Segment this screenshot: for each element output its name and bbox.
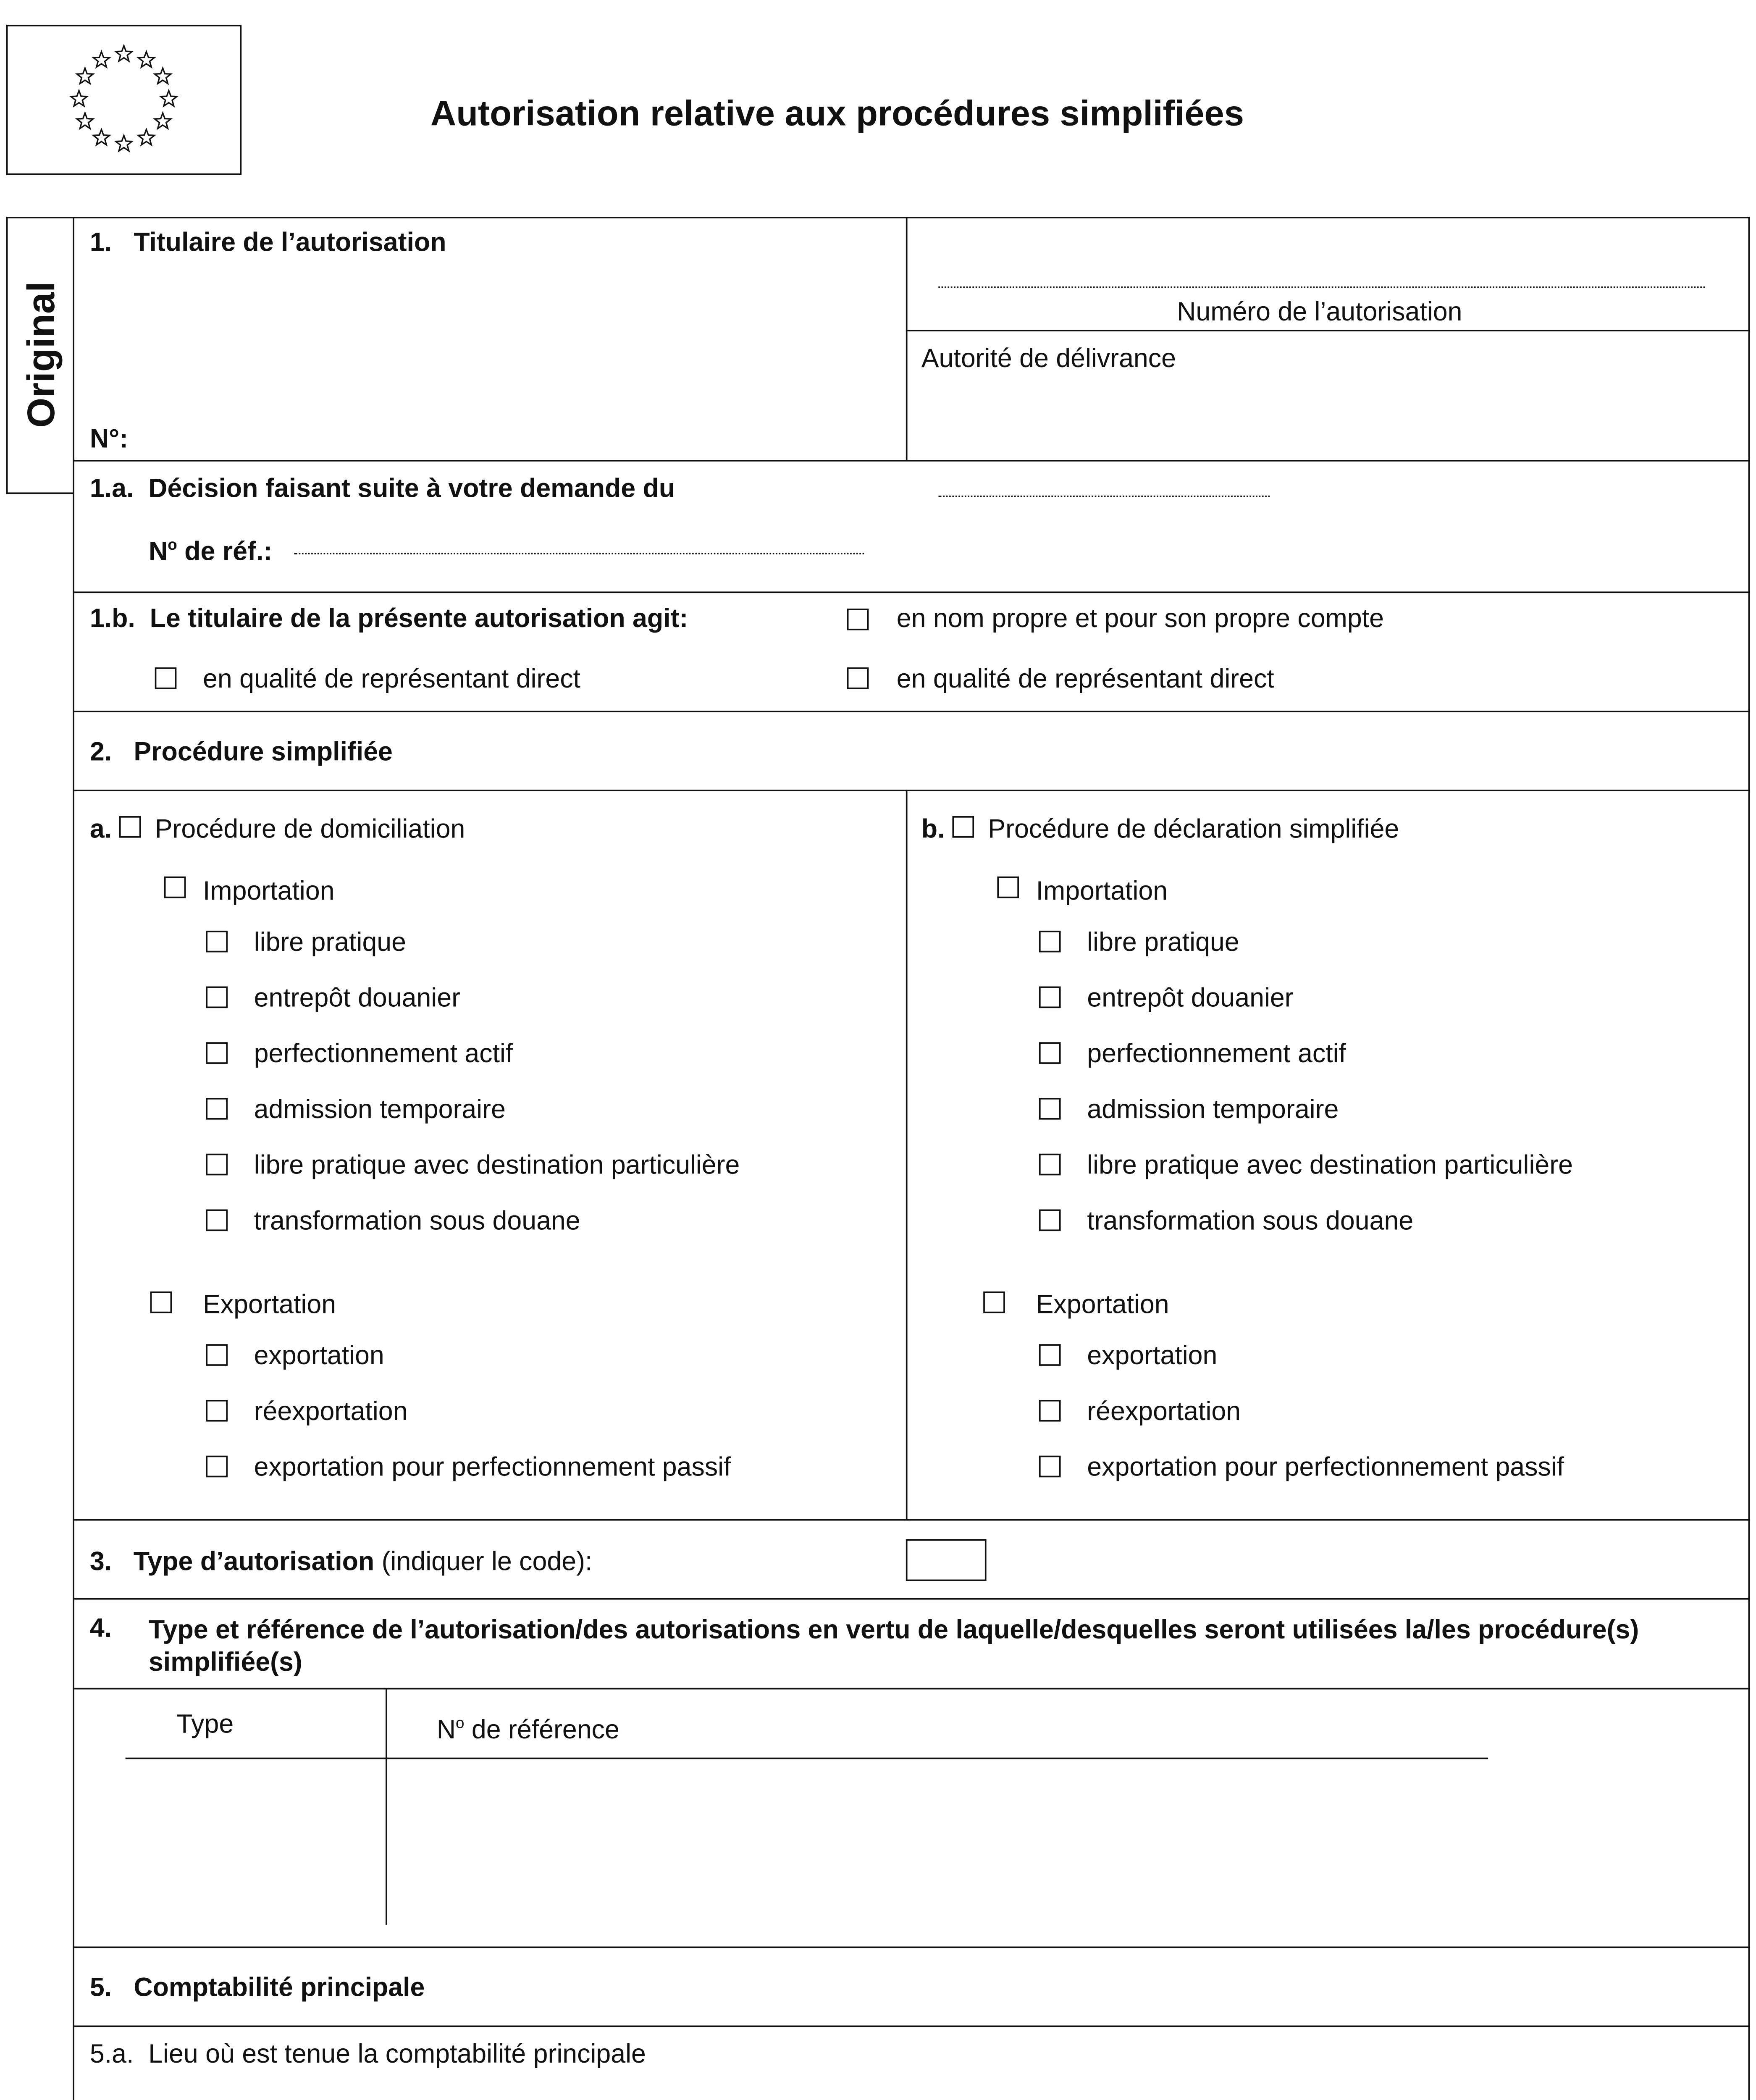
eu-star-icon — [161, 91, 177, 106]
section-3-label: 3. Type d’autorisation (indiquer le code): — [89, 1547, 593, 1577]
simplified-declaration-label: Procédure de déclaration simplifiée — [988, 814, 1399, 844]
b-import-item-label: entrepôt douanier — [1087, 983, 1294, 1013]
eu-star-icon — [155, 68, 171, 84]
a-export-item-checkbox[interactable] — [206, 1344, 228, 1366]
b-export-item-checkbox[interactable] — [1039, 1400, 1061, 1422]
b-exportation-label: Exportation — [1036, 1290, 1169, 1320]
b-importation-label: Importation — [1036, 876, 1168, 906]
a-import-item-label: libre pratique avec destination particulière — [254, 1150, 740, 1180]
a-import-item-checkbox[interactable] — [206, 931, 228, 953]
b-export-item-label: réexportation — [1087, 1396, 1241, 1426]
b-import-item-label: transformation sous douane — [1087, 1206, 1414, 1236]
b-import-item-checkbox[interactable] — [1039, 931, 1061, 953]
authorisation-type-code-input[interactable] — [906, 1539, 987, 1581]
section-1a-label: 1.a. Décision faisant suite à votre demande du — [89, 474, 675, 504]
a-import-item-checkbox[interactable] — [206, 1154, 228, 1176]
copy-label: Original — [20, 281, 64, 428]
a-import-item-checkbox[interactable] — [206, 1098, 228, 1120]
eu-star-icon — [71, 91, 87, 106]
b-exportation-checkbox[interactable] — [983, 1292, 1005, 1313]
procedure-b-letter: b. — [921, 814, 945, 844]
a-export-item-label: exportation — [254, 1341, 384, 1370]
direct-representative-checkbox-right[interactable] — [847, 667, 869, 689]
own-account-checkbox[interactable] — [847, 609, 869, 630]
b-import-item-checkbox[interactable] — [1039, 1042, 1061, 1064]
section-2-label: 2. Procédure simplifiée — [89, 737, 393, 767]
eu-star-icon — [77, 113, 93, 129]
a-export-item-label: réexportation — [254, 1396, 408, 1426]
a-export-item-label: exportation pour perfectionnement passif — [254, 1452, 731, 1482]
b-import-item-label: libre pratique — [1087, 927, 1239, 957]
a-export-item-checkbox[interactable] — [206, 1400, 228, 1422]
authorisation-type-cell[interactable] — [126, 1761, 383, 1923]
a-import-item-checkbox[interactable] — [206, 987, 228, 1008]
simplified-declaration-checkbox[interactable] — [952, 816, 974, 838]
eu-star-icon — [138, 52, 155, 67]
b-import-item-checkbox[interactable] — [1039, 1098, 1061, 1120]
eu-star-icon — [116, 46, 132, 61]
procedure-a-letter: a. — [89, 814, 112, 844]
b-import-item-checkbox[interactable] — [1039, 987, 1061, 1008]
authorisation-reference-cell[interactable] — [388, 1761, 1485, 1923]
b-import-item-checkbox[interactable] — [1039, 1210, 1061, 1231]
domiciliation-label: Procédure de domiciliation — [155, 814, 465, 844]
section-5a-label: 5.a. Lieu où est tenue la comptabilité principale — [89, 2039, 646, 2069]
b-import-item-label: libre pratique avec destination particulière — [1087, 1150, 1573, 1180]
eu-star-icon — [116, 136, 132, 151]
authorisation-number-label: Numéro de l’autorisation — [1177, 297, 1462, 327]
eu-star-icon — [77, 68, 93, 84]
a-exportation-label: Exportation — [202, 1290, 336, 1320]
col-type-header: Type — [176, 1709, 234, 1739]
section-1b-label: 1.b. Le titulaire de la présente autorisation agit: — [89, 604, 688, 633]
eu-star-icon — [155, 113, 171, 129]
section-1-label: 1. Titulaire de l’autorisation — [89, 227, 446, 257]
b-import-item-checkbox[interactable] — [1039, 1154, 1061, 1176]
b-export-item-checkbox[interactable] — [1039, 1344, 1061, 1366]
section-4-number: 4. — [89, 1613, 112, 1643]
ref-number-field[interactable] — [294, 553, 864, 554]
section-4-label: Type et référence de l’autorisation/des autorisations en vertu de laquelle/desquelles seront utilisées la/les procédure(s) simplifiée(s) — [148, 1615, 1639, 1677]
domiciliation-checkbox[interactable] — [119, 816, 141, 838]
section-5-label: 5. Comptabilité principale — [89, 1973, 425, 2003]
a-import-item-label: perfectionnement actif — [254, 1039, 513, 1068]
a-exportation-checkbox[interactable] — [150, 1292, 172, 1313]
a-importation-checkbox[interactable] — [164, 877, 186, 898]
accounts-location-field[interactable] — [90, 2075, 1731, 2100]
b-export-item-label: exportation pour perfectionnement passif — [1087, 1452, 1564, 1482]
eu-flag-icon — [6, 25, 241, 175]
eu-star-icon — [93, 129, 110, 145]
a-import-item-label: transformation sous douane — [254, 1206, 580, 1236]
a-export-item-checkbox[interactable] — [206, 1456, 228, 1478]
page-title: Autorisation relative aux procédures simplifiées — [430, 93, 1244, 134]
b-export-item-checkbox[interactable] — [1039, 1456, 1061, 1478]
ref-number-label: $N^o$ de réf.: — [148, 537, 273, 567]
authorisation-number-field[interactable] — [938, 286, 1705, 288]
direct-representative-label-left: en qualité de représentant direct — [202, 664, 580, 694]
a-import-item-label: entrepôt douanier — [254, 983, 461, 1013]
eu-star-icon — [93, 52, 110, 67]
a-import-item-checkbox[interactable] — [206, 1042, 228, 1064]
a-import-item-checkbox[interactable] — [206, 1210, 228, 1231]
eu-star-icon — [138, 129, 155, 145]
direct-representative-label-right: en qualité de représentant direct — [896, 664, 1274, 694]
b-import-item-label: admission temporaire — [1087, 1095, 1339, 1124]
own-account-label: en nom propre et pour son propre compte — [896, 604, 1384, 633]
request-date-field[interactable] — [938, 496, 1270, 497]
b-import-item-label: perfectionnement actif — [1087, 1039, 1346, 1068]
a-importation-label: Importation — [202, 876, 335, 906]
b-export-item-label: exportation — [1087, 1341, 1218, 1370]
col-reference-header: $N^o$ de référence — [436, 1715, 619, 1745]
a-import-item-label: libre pratique — [254, 927, 407, 957]
direct-representative-checkbox-left[interactable] — [155, 667, 177, 689]
a-import-item-label: admission temporaire — [254, 1095, 506, 1124]
b-importation-checkbox[interactable] — [997, 877, 1019, 898]
holder-number-label: N°: — [89, 424, 129, 454]
issuing-authority-label: Autorité de délivrance — [921, 344, 1176, 373]
